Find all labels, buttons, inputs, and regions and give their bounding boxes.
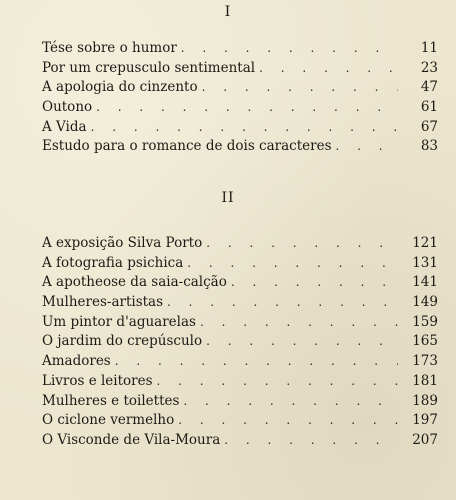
toc-entry: [42, 235, 438, 255]
toc-entry: [42, 60, 438, 80]
toc-entry: [42, 294, 438, 314]
toc-entry: [42, 40, 438, 60]
toc-section-i: [42, 40, 438, 158]
toc-entry-title: A exposição Silva Porto: [42, 235, 203, 251]
dot-leader: [336, 139, 398, 153]
toc-entry-page: 61: [420, 99, 438, 116]
dot-leader: [206, 236, 398, 250]
toc-entry-page: 141: [412, 274, 438, 291]
toc-entry-page: 207: [412, 431, 438, 448]
dot-leader: [187, 256, 398, 270]
toc-section-ii: [42, 235, 438, 452]
toc-entry-page: 165: [412, 333, 438, 350]
toc-entry: [42, 138, 438, 158]
dot-leader: [181, 41, 398, 55]
dot-leader: [91, 120, 398, 134]
dot-leader: [115, 354, 398, 368]
toc-entry-title: Livros e leitores: [42, 372, 153, 389]
toc-entry: [42, 333, 438, 353]
toc-entry-page: 189: [412, 392, 438, 409]
toc-entry-page: 197: [412, 412, 438, 429]
dot-leader: [202, 80, 398, 94]
toc-entry-title: Tése sobre o humor: [42, 40, 177, 56]
toc-entry: [42, 412, 438, 432]
section-heading-i: I: [224, 4, 232, 20]
toc-entry-page: 121: [412, 235, 438, 251]
toc-entry-title: O jardim do crepúsculo: [42, 333, 203, 350]
toc-entry-title: Por um crepusculo sentimental: [42, 59, 256, 76]
section-heading-ii: II: [221, 190, 235, 206]
toc-entry: [42, 255, 438, 275]
toc-entry-page: 159: [412, 313, 438, 330]
toc-entry-title: A apologia do cinzento: [42, 79, 198, 96]
toc-entry-page: 131: [412, 254, 438, 271]
toc-entry-title: Outono: [42, 99, 93, 116]
toc-entry-title: Mulheres e toilettes: [42, 392, 180, 409]
toc-entry-page: 181: [412, 372, 438, 389]
toc-entry: [42, 274, 438, 294]
dot-leader: [183, 394, 398, 408]
dot-leader: [231, 275, 398, 289]
dot-leader: [167, 295, 398, 309]
dot-leader: [224, 433, 398, 447]
toc-entry-page: 11: [420, 40, 438, 56]
dot-leader: [200, 315, 398, 329]
dot-leader: [259, 61, 398, 75]
toc-entry-title: A fotografia psichica: [42, 254, 184, 271]
dot-leader: [206, 334, 398, 348]
toc-entry: [42, 393, 438, 413]
dot-leader: [96, 100, 398, 114]
toc-entry-title: A apotheose da saia-calção: [42, 274, 227, 291]
toc-entry-title: Estudo para o romance de dois caracteres: [42, 138, 332, 155]
toc-entry-page: 173: [412, 353, 438, 370]
toc-entry-title: O ciclone vermelho: [42, 412, 175, 429]
toc-entry: [42, 99, 438, 119]
toc-entry: [42, 314, 438, 334]
toc-entry: [42, 119, 438, 139]
toc-entry-page: 83: [420, 138, 438, 155]
toc-entry-title: Mulheres-artistas: [42, 294, 164, 311]
toc-entry-title: Amadores: [42, 353, 111, 370]
toc-entry: [42, 432, 438, 452]
toc-entry: [42, 353, 438, 373]
toc-entry-page: 47: [420, 79, 438, 96]
toc-entry-page: 23: [420, 59, 438, 76]
toc-entry: [42, 79, 438, 99]
toc-entry-page: 67: [420, 118, 438, 135]
dot-leader: [157, 374, 398, 388]
toc-entry-title: O Visconde de Vila-Moura: [42, 431, 221, 448]
dot-leader: [178, 413, 398, 427]
toc-entry-title: A Vida: [42, 118, 87, 135]
toc-entry-title: Um pintor d'aguarelas: [42, 313, 196, 330]
toc-entry-page: 149: [412, 294, 438, 311]
toc-entry: [42, 373, 438, 393]
